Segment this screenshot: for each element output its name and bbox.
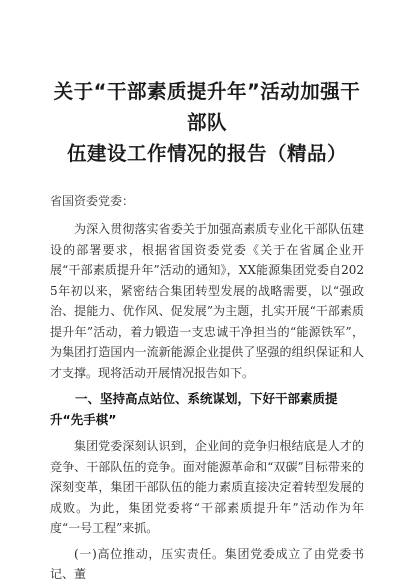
subsection-1-paragraph: (一)高位推动，压实责任。集团党委成立了由党委书记、董 [50, 546, 364, 581]
document-title [50, 76, 364, 169]
section-heading-1: 一、坚持高点站位、系统谋划，下好干部素质提升“先手棋” [50, 391, 338, 427]
addressee: 省国资委党委： [50, 194, 135, 208]
title-line-1: 关于“干部素质提升年”活动加强干部队 [53, 80, 361, 134]
title-line-2: 伍建设工作情况的报告（精品） [66, 142, 347, 165]
intro-paragraph: 为深入贯彻落实省委关于加强高素质专业化干部队伍建设的部署要求，根据省国资委党委《关于在省属企业开展“干部素质提升年”活动的通知》，XX能源集团党委自2025年初以来，紧密结合集团转型发展的战略需要，以“强政治、提能力、优作风、促发展”为主题，扎实开展“干部素质提升年”活动，着力锻造一支忠诚干净担当的“能源铁军”，为集团打造国内一流新能源企业提供了坚强的组织保证和人才支撑。现将活动开展情况报告如下。 [50, 222, 364, 380]
section-1-paragraph: 集团党委深刻认识到，企业间的竞争归根结底是人才的竞争、干部队伍的竞争。面对能源革命和“双碳”目标带来的深刻变革，集团干部队伍的能力素质直接决定着转型发展的成败。为此，集团党委将“干部素质提升年”活动作为年度“一号工程”来抓。 [50, 439, 364, 535]
